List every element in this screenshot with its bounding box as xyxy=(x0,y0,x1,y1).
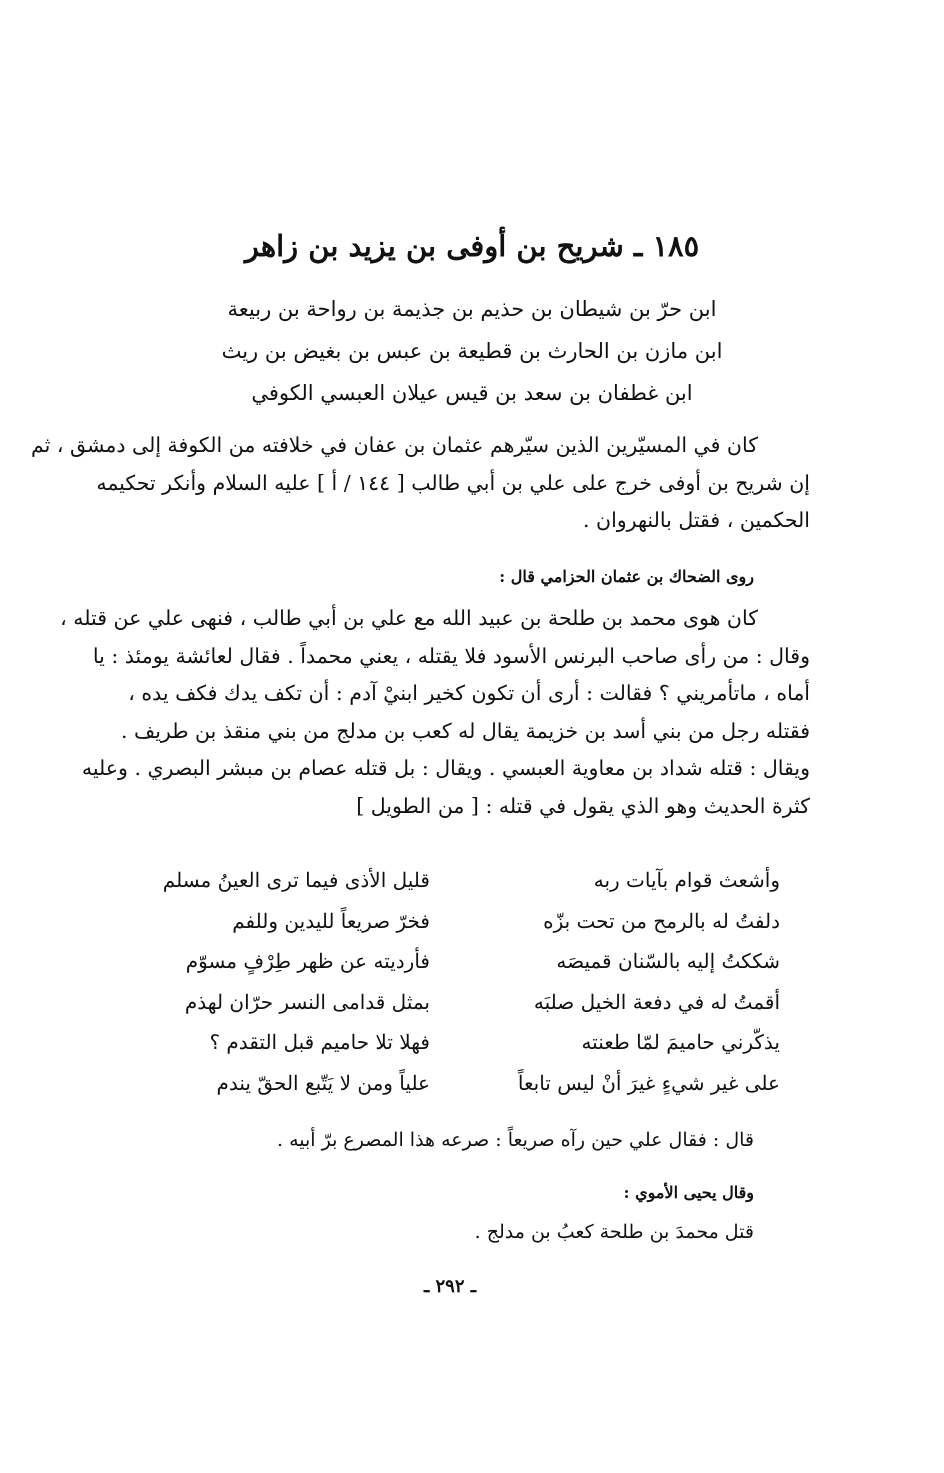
paragraph-line: كان هوى محمد بن طلحة بن عبيد الله مع علي بن أبي طالب ، فنهى علي عن قتله ، xyxy=(60,606,758,630)
paragraph-line: ويقال : قتله شداد بن معاوية العبسي . ويقال : بل قتله عصام بن مبشر البصري . وعليه xyxy=(81,756,810,780)
narration-heading: روى الضحاك بن عثمان الحزامي قال : xyxy=(499,567,754,586)
paragraph-line: أماه ، ماتأمريني ؟ فقالت : أرى أن تكون كخير ابنيْ آدم : أن تكف يدك فكف يده ، xyxy=(128,681,810,705)
verse-first-hemistich: دلفتُ له بالرمح من تحت بزّه xyxy=(543,908,780,933)
poem xyxy=(130,860,780,1104)
paragraph-line: كان في المسيّرين الذين سيّرهم عثمان بن عفان في خلافته من الكوفة إلى دمشق ، ثم xyxy=(31,433,758,457)
narration-paragraph xyxy=(60,600,810,825)
paragraph-line: الحكمين ، فقتل بالنهروان . xyxy=(582,508,810,532)
paragraph-line: كثرة الحديث وهو الذي يقول في قتله : [ من الطويل ] xyxy=(356,793,810,818)
narration-heading: وقال يحيى الأموي : xyxy=(623,1183,754,1202)
narration-text: قتل محمدَ بن طلحة كعبُ بن مدلج . xyxy=(474,1221,754,1243)
intro-paragraph xyxy=(31,427,810,540)
verse-first-hemistich: يذكّرني حاميمَ لمّا طعنته xyxy=(581,1030,780,1055)
entry-title: ١٨٥ ـ شريح بن أوفى بن يزيد بن زاهر xyxy=(244,229,700,263)
paragraph-line: فقتله رجل من بني أسد بن خزيمة يقال له كعب بن مدلج من بني منقذ بن طريف . xyxy=(120,718,810,743)
poem-verse xyxy=(130,860,780,901)
verse-second-hemistich: فخرّ صريعاً لليدين وللفم xyxy=(232,908,430,933)
poem-verse xyxy=(130,1063,780,1104)
lineage-line: ابن حرّ بن شيطان بن حذيم بن جذيمة بن رواحة بن ربيعة xyxy=(227,297,717,321)
verse-second-hemistich: قليل الأذى فيما ترى العينُ مسلم xyxy=(162,868,430,892)
paragraph-line: إن شريح بن أوفى خرج على علي بن أبي طالب [ ١٤٤ / أ ] عليه السلام وأنكر تحكيمه xyxy=(96,470,810,495)
poem-verse xyxy=(130,901,780,942)
verse-first-hemistich: شككتُ إليه بالسّنان قميصَه xyxy=(556,949,780,974)
verse-second-hemistich: فهلا تلا حاميم قبل التقدم ؟ xyxy=(209,1030,430,1055)
lineage-line: ابن مازن بن الحارث بن قطيعة بن عبس بن بغيض بن ريث xyxy=(221,339,723,363)
verse-second-hemistich: فأرديته عن ظهر طِرْفٍ مسوّم xyxy=(185,949,430,974)
verse-second-hemistich: بمثل قدامى النسر حرّان لهذم xyxy=(184,989,430,1014)
paragraph-line: وقال : من رأى صاحب البرنس الأسود فلا يقتله ، يعني محمداً . فقال لعائشة يومئذ : يا xyxy=(92,643,810,668)
poem-verse xyxy=(130,982,780,1023)
lineage-line: ابن غطفان بن سعد بن قيس عيلان العبسي الكوفي xyxy=(251,381,693,405)
verse-first-hemistich: أقمتُ له في دفعة الخيل صلبَه xyxy=(533,989,780,1014)
ali-remark: قال : فقال علي حين رآه صريعاً : صرعه هذا المصرع برّ أبيه . xyxy=(276,1129,754,1151)
verse-first-hemistich: وأشعث قوام بآيات ربه xyxy=(593,868,780,892)
page-number: ـ ٢٩٢ ـ xyxy=(423,1276,477,1297)
lineage-block xyxy=(150,288,794,414)
verse-first-hemistich: على غير شيءٍ غيرَ أنْ ليس تابعاً xyxy=(517,1070,780,1095)
poem-verse xyxy=(130,1022,780,1063)
poem-verse xyxy=(130,941,780,982)
verse-second-hemistich: علياً ومن لا يَتّبع الحقّ يندم xyxy=(216,1070,430,1095)
